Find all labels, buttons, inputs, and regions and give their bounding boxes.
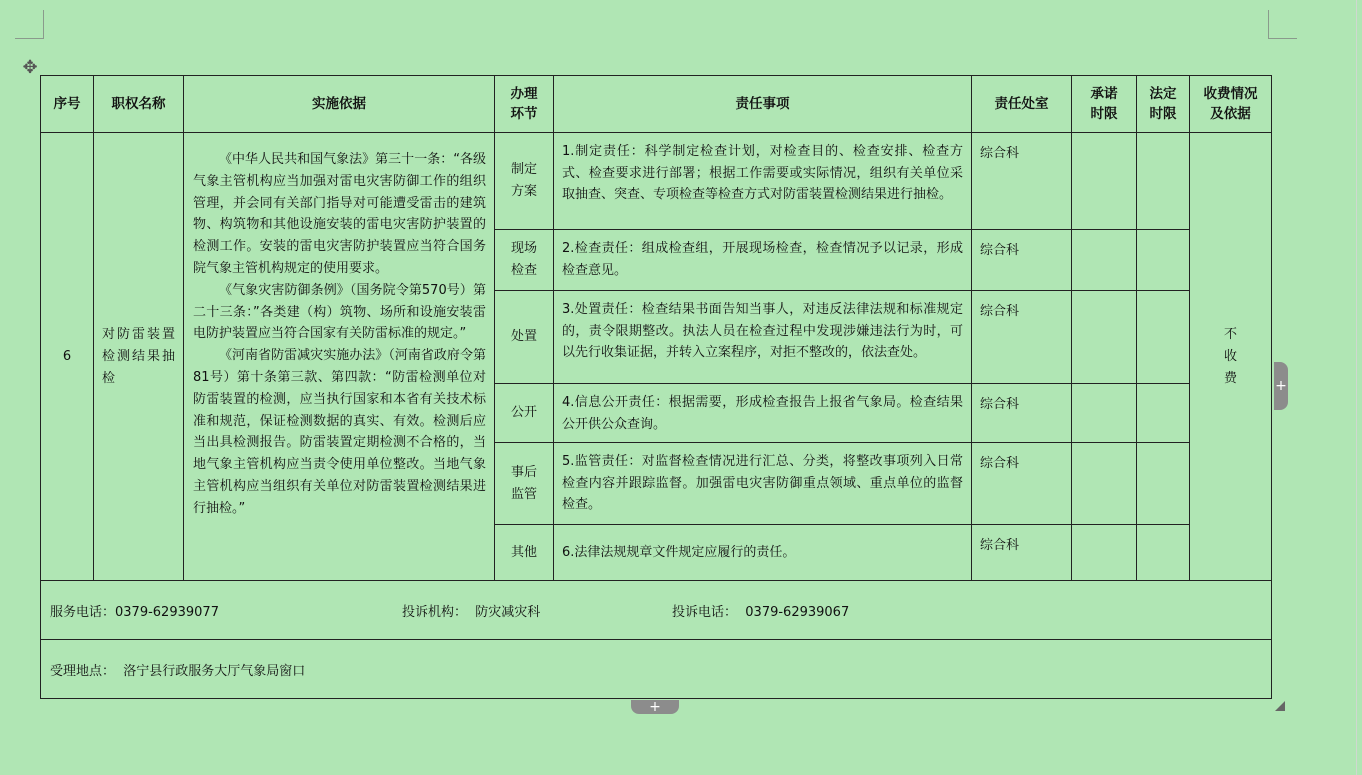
cell-office[interactable]: 综合科 (972, 291, 1072, 384)
cell-promise-time[interactable] (1072, 384, 1137, 443)
header-fee (1190, 76, 1272, 133)
cell-legal-time[interactable] (1137, 525, 1190, 581)
fee-char: 不 (1223, 326, 1237, 342)
location-label: 受理地点： (50, 663, 116, 679)
cell-stage[interactable] (495, 443, 554, 525)
cell-legal-time[interactable] (1137, 384, 1190, 443)
header-basis: 实施依据 (184, 76, 495, 133)
header-stage-line2: 环节 (510, 106, 538, 122)
cell-duty[interactable]: 3.处置责任：检查结果书面告知当事人，对违反法律法规和标准规定的，责令限期整改。执法人员在检查过程中发现涉嫌违法行为时，可以先行收集证据，并转入立案程序，对拒不整改的，依法查处。 (554, 291, 972, 384)
stage-line: 事后 (510, 464, 537, 480)
location-value: 洛宁县行政服务大厅气象局窗口 (123, 663, 306, 679)
cell-promise-time[interactable] (1072, 230, 1137, 291)
complaint-phone-value: 0379-62939067 (745, 604, 850, 620)
cell-office[interactable]: 综合科 (972, 525, 1072, 581)
cell-office[interactable]: 综合科 (972, 133, 1072, 230)
cell-legal-time[interactable] (1137, 443, 1190, 525)
cell-stage[interactable]: 公开 (495, 384, 554, 443)
cell-legal-time[interactable] (1137, 230, 1190, 291)
header-fee-line1: 收费情况 (1203, 86, 1258, 102)
stage-line: 检查 (510, 263, 537, 278)
cell-seq[interactable]: 6 (41, 133, 94, 581)
add-column-plus-icon[interactable]: + (1274, 362, 1288, 410)
cell-duty[interactable]: 4.信息公开责任：根据需要，形成检查报告上报省气象局。检查结果公开供公众查询。 (554, 384, 972, 443)
header-office: 责任处室 (972, 76, 1072, 133)
fee-char: 费 (1223, 370, 1237, 386)
cell-basis[interactable] (184, 133, 495, 581)
table-row (41, 133, 1272, 230)
complaint-phone (672, 601, 849, 620)
header-power-name: 职权名称 (94, 76, 184, 133)
contact-cell[interactable] (41, 581, 1272, 640)
cell-legal-time[interactable] (1137, 133, 1190, 230)
complaint-org-label: 投诉机构： (402, 604, 468, 620)
service-phone-value: 0379-62939077 (115, 604, 219, 620)
cell-stage[interactable] (495, 230, 554, 291)
responsibility-table (40, 75, 1272, 699)
basis-paragraph: 《中华人民共和国气象法》第三十一条：“各级气象主管机构应当加强对雷电灾害防御工作的组织管理，并会同有关部门指导对可能遭受雷击的建筑物、构筑物和其他设施安装的雷电灾害防护装置的检测工作。安装的雷电灾害防护装置应当符合国务院气象主管机构规定的使用要求。 (193, 152, 486, 276)
add-row-plus-icon[interactable]: + (631, 700, 679, 714)
location-cell[interactable] (41, 640, 1272, 699)
service-phone (50, 601, 402, 620)
cell-office[interactable]: 综合科 (972, 384, 1072, 443)
header-seq: 序号 (41, 76, 94, 133)
header-legal-line2: 时限 (1149, 106, 1177, 122)
service-phone-label: 服务电话： (50, 604, 116, 620)
cell-promise-time[interactable] (1072, 133, 1137, 230)
complaint-org (402, 601, 672, 620)
fee-char: 收 (1223, 348, 1237, 364)
page-corner-mark-top-left (15, 10, 44, 39)
cell-stage[interactable] (495, 133, 554, 230)
cell-legal-time[interactable] (1137, 291, 1190, 384)
cell-duty[interactable]: 1.制定责任：科学制定检查计划，对检查目的、检查安排、检查方式、检查要求进行部署；根据工作需要或实际情况，组织有关单位采取抽查、突查、专项检查等检查方式对防雷装置检测结果进行抽检。 (554, 133, 972, 230)
cell-fee[interactable] (1190, 133, 1272, 581)
stage-line: 制定 (510, 162, 537, 177)
cell-power-name[interactable]: 对防雷装置检测结果抽检 (94, 133, 184, 581)
cell-promise-time[interactable] (1072, 525, 1137, 581)
basis-paragraph: 《河南省防雷减灾实施办法》（河南省政府令第81号）第十条第三款、第四款：“防雷检测单位对防雷装置的检测，应当执行国家和本省有关技术标准和规范，保证检测数据的真实、有效。检测后应当出具检测报告。防雷装置定期检测不合格的，当地气象主管机构应当责令使用单位整改。当地气象主管机构应当组织有关单位对防雷装置检测结果进行抽检。” (193, 348, 486, 516)
header-stage-line1: 办理 (510, 86, 538, 102)
stage-line: 现场 (510, 241, 537, 256)
header-fee-line2: 及依据 (1210, 106, 1251, 122)
table-move-handle-icon[interactable]: ✥ (22, 57, 38, 78)
header-duty: 责任事项 (554, 76, 972, 133)
header-stage (495, 76, 554, 133)
header-legal-time (1137, 76, 1190, 133)
header-promise-time (1072, 76, 1137, 133)
cell-promise-time[interactable] (1072, 291, 1137, 384)
header-promise-line1: 承诺 (1090, 86, 1118, 102)
basis-paragraph: 《气象灾害防御条例》（国务院令第570号）第二十三条：”各类建（构）筑物、场所和设施安装雷电防护装置应当符合国家有关防雷标准的规定。” (193, 282, 486, 342)
cell-office[interactable]: 综合科 (972, 230, 1072, 291)
cell-office[interactable]: 综合科 (972, 443, 1072, 525)
cell-promise-time[interactable] (1072, 443, 1137, 525)
header-row (41, 76, 1272, 133)
stage-line: 方案 (510, 184, 537, 199)
page-corner-mark-top-right (1268, 10, 1297, 39)
cell-duty[interactable]: 2.检查责任：组成检查组，开展现场检查，检查情况予以记录，形成检查意见。 (554, 230, 972, 291)
complaint-phone-label: 投诉电话： (672, 604, 738, 620)
cell-stage[interactable]: 其他 (495, 525, 554, 581)
location-row (41, 640, 1272, 699)
stage-line: 监管 (510, 486, 537, 502)
complaint-org-value: 防灾减灾科 (475, 604, 541, 620)
cell-duty[interactable]: 6.法律法规规章文件规定应履行的责任。 (554, 525, 972, 581)
header-promise-line2: 时限 (1090, 106, 1118, 122)
page-edge-rule (1356, 0, 1357, 775)
contact-row (41, 581, 1272, 640)
cell-stage[interactable]: 处置 (495, 291, 554, 384)
cell-duty[interactable]: 5.监管责任：对监督检查情况进行汇总、分类，将整改事项列入日常检查内容并跟踪监督。加强雷电灾害防御重点领域、重点单位的监督检查。 (554, 443, 972, 525)
table-resize-icon[interactable] (1275, 701, 1285, 711)
header-legal-line1: 法定 (1149, 86, 1177, 102)
